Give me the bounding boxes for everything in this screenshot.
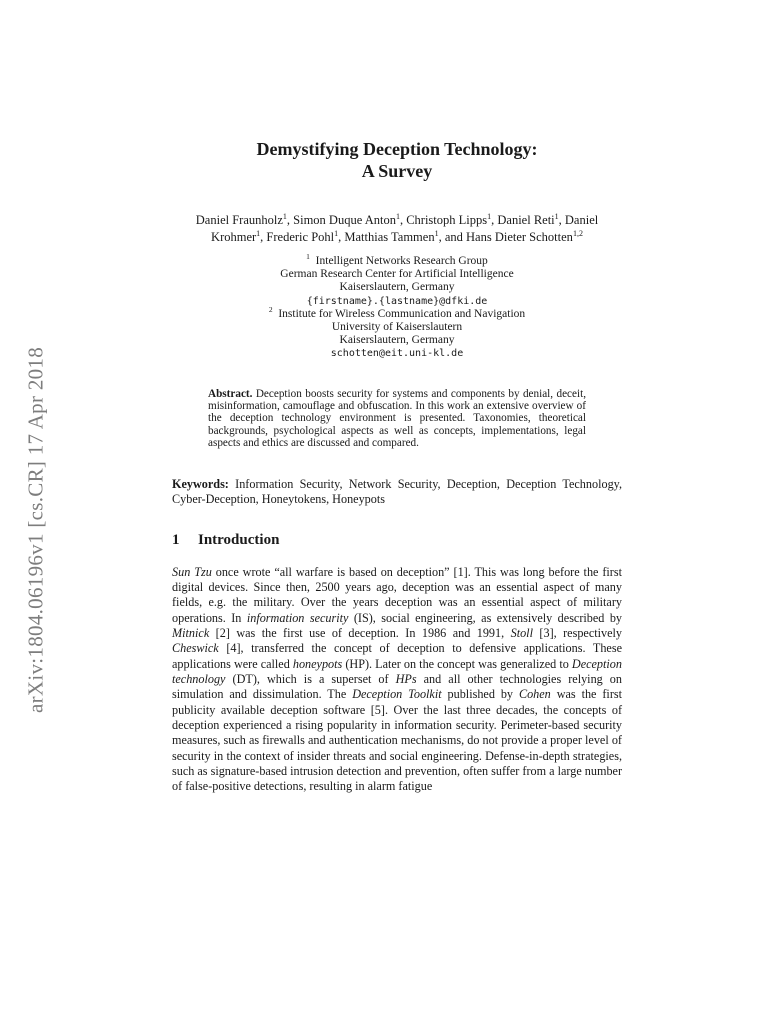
emphasis-term: honeypots bbox=[292, 656, 343, 671]
emphasis-term: Stoll bbox=[510, 626, 533, 641]
authors-conjunction: and bbox=[444, 230, 463, 244]
paragraph-text: published by bbox=[441, 687, 519, 702]
section-number: 1 bbox=[172, 531, 180, 548]
author-affiliation-mark: 1 bbox=[395, 211, 400, 221]
paragraph-text: once wrote “all warfare is based on deception” [1]. This was long before the first digital devices. Since then, 2500 years ago, deception was an essential aspect of many fields, e.g. the military. Over the years deception was an essential aspect of military operations. In bbox=[172, 564, 622, 625]
affiliation-email: {firstname}.{lastname}@dfki.de bbox=[306, 295, 488, 307]
affiliation-1 bbox=[172, 252, 622, 308]
abstract-label: Abstract. bbox=[208, 387, 253, 400]
emphasis-term: information security bbox=[246, 610, 349, 625]
affiliations bbox=[172, 252, 622, 361]
affiliation-line: Kaiserslautern, Germany bbox=[339, 334, 455, 347]
affiliation-email: schotten@eit.uni-kl.de bbox=[330, 348, 464, 360]
arxiv-sidebar-stamp bbox=[22, 310, 50, 750]
emphasis-term: Deception technology bbox=[172, 656, 622, 687]
author-name: Matthias Tammen bbox=[344, 230, 435, 244]
author-affiliation-mark: 1 bbox=[434, 228, 439, 238]
keywords-text: Information Security, Network Security, Deception, Deception Technology, Cyber-Deception, Honeytokens, Honeypots bbox=[172, 476, 623, 506]
affiliation-2 bbox=[172, 304, 622, 361]
author-name: Daniel Fraunholz bbox=[195, 213, 283, 227]
paper-title bbox=[172, 138, 622, 182]
title-line-1: Demystifying Deception Technology: bbox=[256, 139, 538, 159]
paragraph-text: (DT), which is a superset of bbox=[225, 672, 396, 687]
paragraph-text: (IS), social engineering, as extensively described by bbox=[348, 610, 623, 625]
paper-page bbox=[172, 138, 622, 795]
keywords-label: Keywords: bbox=[172, 476, 229, 491]
affiliation-line: Intelligent Networks Research Group bbox=[315, 255, 488, 267]
emphasis-term: Cheswick bbox=[172, 641, 219, 656]
author-affiliation-mark: 1,2 bbox=[572, 228, 583, 238]
keywords bbox=[172, 477, 622, 507]
abstract-text: Deception boosts security for systems and components by denial, deceit, misinformation, camouflage and obfuscation. In this work an extensive overview of the deception technology environment is presented. Taxonomies, theoretical backgrounds, psychological aspects as well as concepts, implementations, legal aspects and ethics are discussed and compared. bbox=[208, 387, 586, 450]
author-affiliation-mark: 1 bbox=[334, 228, 339, 238]
emphasis-term: Sun Tzu bbox=[172, 564, 212, 579]
affiliation-line: German Research Center for Artificial Intelligence bbox=[280, 268, 514, 281]
author-name: Daniel Krohmer bbox=[211, 213, 599, 244]
affiliation-number: 2 bbox=[268, 304, 273, 314]
author-affiliation-mark: 1 bbox=[282, 211, 287, 221]
author-name: Simon Duque Anton bbox=[293, 213, 396, 227]
emphasis-term: Deception Toolkit bbox=[352, 687, 442, 702]
emphasis-term: Mitnick bbox=[172, 626, 210, 641]
emphasis-term: HPs bbox=[395, 672, 417, 687]
author-affiliation-mark: 1 bbox=[487, 211, 492, 221]
arxiv-id-text: arXiv:1804.06196v1 [cs.CR] 17 Apr 2018 bbox=[23, 346, 48, 714]
author-affiliation-mark: 1 bbox=[256, 228, 261, 238]
paragraph-text: [2] was the first use of deception. In 1986 and 1991, bbox=[209, 626, 511, 641]
author-name: Frederic Pohl bbox=[266, 230, 335, 244]
emphasis-term: Cohen bbox=[518, 687, 551, 702]
author-name: Christoph Lipps bbox=[406, 213, 488, 227]
affiliation-line: Institute for Wireless Communication and Navigation bbox=[278, 307, 526, 320]
author-name: Hans Dieter Schotten bbox=[466, 230, 573, 244]
affiliation-line: University of Kaiserslautern bbox=[331, 321, 463, 334]
paragraph-text: (HP). Later on the concept was generalized to bbox=[342, 656, 572, 671]
section-title: Introduction bbox=[198, 531, 280, 548]
affiliation-number: 1 bbox=[306, 252, 310, 262]
affiliation-line: Kaiserslautern, Germany bbox=[339, 281, 455, 294]
abstract bbox=[208, 388, 586, 450]
author-list: Daniel Fraunholz$^1$, Simon Duque Anton$^1$, Christoph Lipps$^1$, Daniel Reti$^1$, Daniel Krohmer$^1$, Frederic Pohl$^1$, Matthias Tammen$^1$, and Hans Dieter Schotten$^{1,2}$ bbox=[195, 211, 599, 244]
introduction-paragraph bbox=[172, 565, 622, 795]
author-affiliation-mark: 1 bbox=[554, 211, 559, 221]
section-heading-introduction bbox=[172, 531, 622, 549]
paragraph-text: [4], transferred the concept of deception to defensive applications. These applications were called bbox=[172, 641, 622, 671]
title-line-2: A Survey bbox=[361, 161, 433, 181]
author-name: Daniel Reti bbox=[497, 213, 555, 227]
paragraph-text: was the first publicity available deception software [5]. Over the last three decades, the concepts of deception experienced a rising popularity in information security. Perimeter-based security measures, such as firewalls and authentication mechanisms, do not provide a proper level of security in the context of insider threats and social engineering. Defense-in-depth strategies, such as signature-based intrusion detection and prevention, often suffer from a large number of false-positive detections, resulting in alarm fatigue bbox=[172, 687, 623, 794]
paragraph-text: [3], respectively bbox=[532, 626, 622, 641]
paragraph-text: and all other technologies relying on simulation and dissimulation. The bbox=[172, 672, 622, 702]
